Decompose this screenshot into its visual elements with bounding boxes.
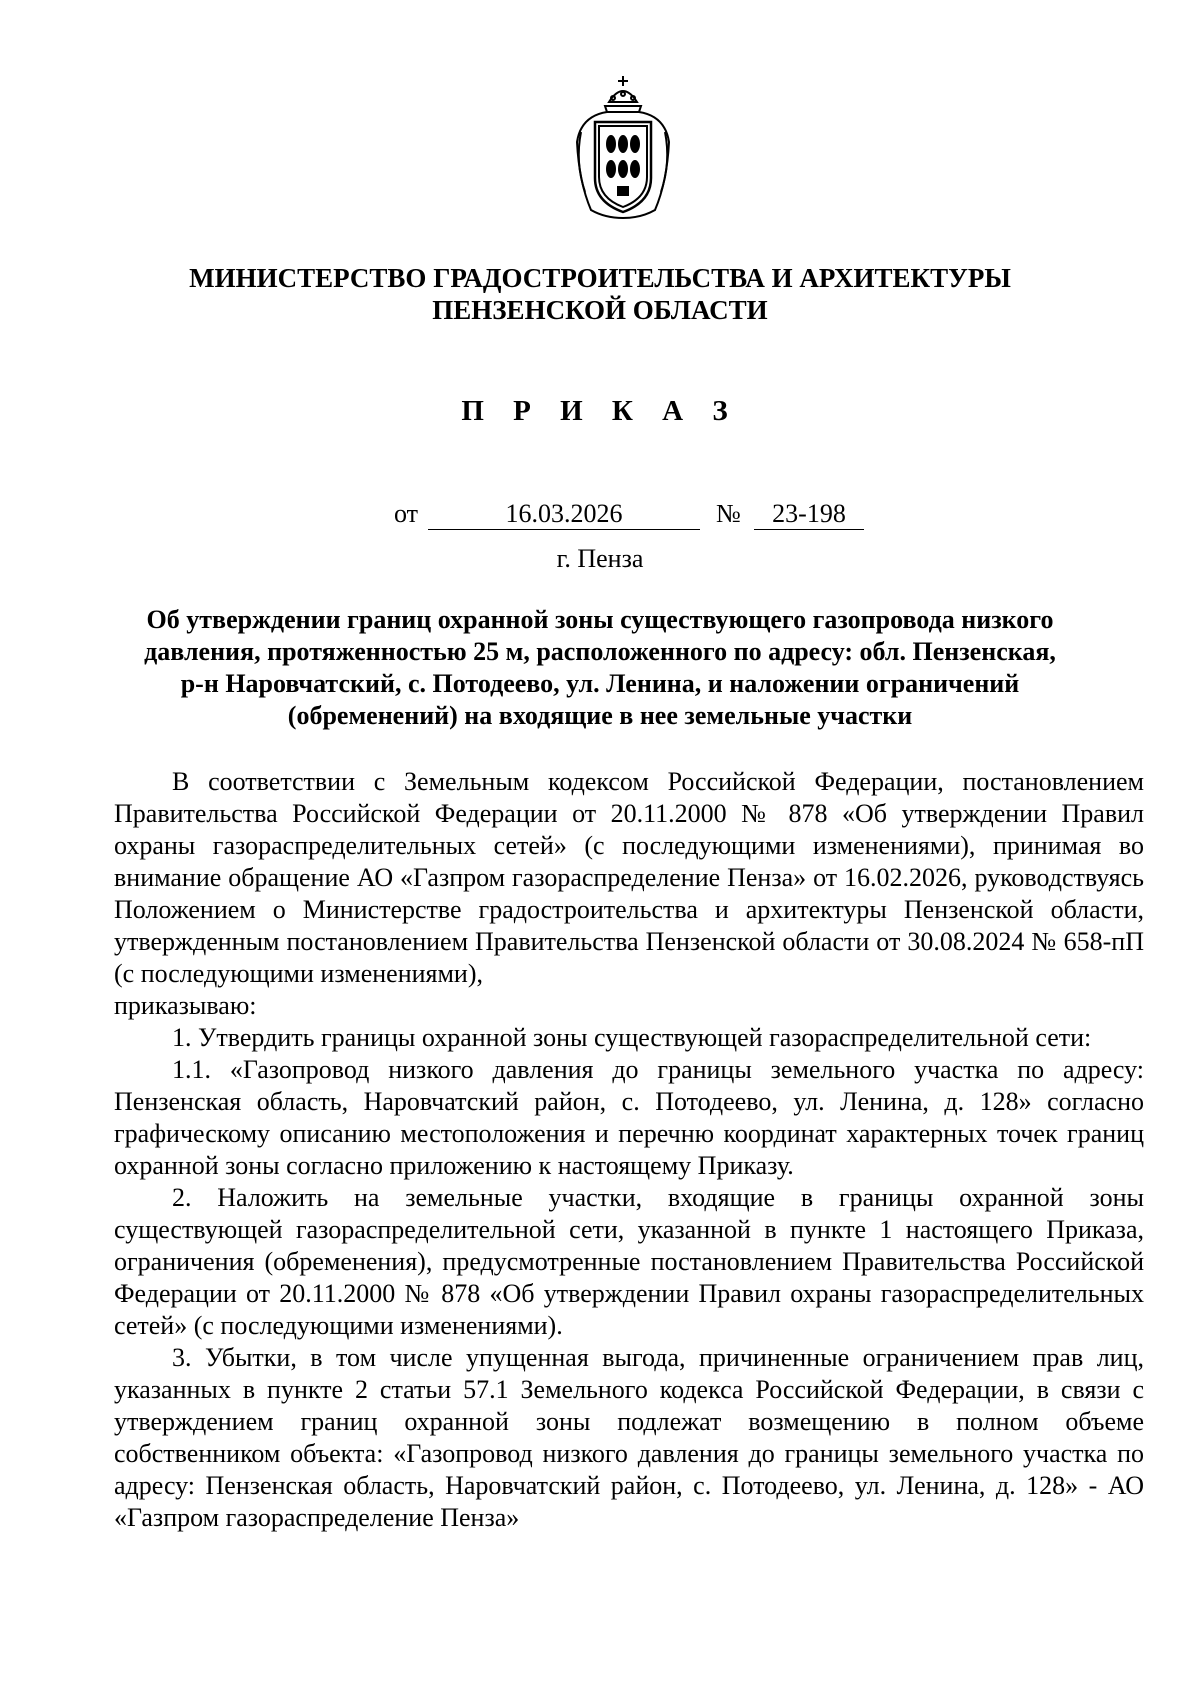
document-type: П Р И К А З [461,395,739,427]
ministry-name [100,262,1100,326]
item-1: 1. Утвердить границы охранной зоны существующей газораспределительной сети: [172,1023,1092,1052]
city: г. Пенза [556,544,644,573]
document-number: 23-198 [754,499,864,530]
document-date: 16.03.2026 [428,499,700,530]
date-number-line [394,499,864,535]
number-prefix: № [716,499,741,528]
ministry-line-2: ПЕНЗЕНСКОЙ ОБЛАСТИ [432,295,768,325]
order-word: приказываю: [114,991,257,1020]
coat-of-arms-icon [571,72,675,222]
document-title: Об утверждении границ охранной зоны существующего газопровода низкого давления, протяженностью 25 м, расположенного по адресу: обл. Пензенская, р-н Наровчатский, с. Потодеево, ул. Ленина, и наложении ограничений (обременений) на входящие в нее земельные участки [144,605,1056,730]
preamble-paragraph: В соответствии с Земельным кодексом Российской Федерации, постановлением Правительства Российской Федерации от 20.11.2000 № 878 «Об утверждении Правил охраны газораспределительных сетей» (с последующими изменениями), принимая во внимание обращение АО «Газпром газораспределение Пенза» от 16.02.2026, руководствуясь Положением о Министерстве градостроительства и архитектуры Пензенской области, утвержденным постановлением Правительства Пензенской области от 30.08.2024 № 658-пП (с последующими изменениями), [114,767,1144,988]
item-3: 3. Убытки, в том числе упущенная выгода, причиненные ограничением прав лиц, указанных в пункте 2 статьи 57.1 Земельного кодекса Российской Федерации, в связи с утверждением границ охранной зоны подлежат возмещению в полном объеме собственником объекта: «Газопровод низкого давления до границы земельного участка по адресу: Пензенская область, Наровчатский район, с. Потодеево, ул. Ленина, д. 128» - АО «Газпром газораспределение Пенза» [114,1343,1144,1532]
date-prefix: от [394,499,419,528]
ministry-line-1: МИНИСТЕРСТВО ГРАДОСТРОИТЕЛЬСТВА И АРХИТЕКТУРЫ [189,263,1011,293]
item-2: 2. Наложить на земельные участки, входящие в границы охранной зоны существующей газораспределительной сети, указанной в пункте 1 настоящего Приказа, ограничения (обременения), предусмотренные постановлением Правительства Российской Федерации от 20.11.2000 № 878 «Об утверждении Правил охраны газораспределительных сетей» (с последующими изменениями). [114,1183,1144,1340]
document-body [114,766,1144,1534]
item-1-1: 1.1. «Газопровод низкого давления до границы земельного участка по адресу: Пензенская область, Наровчатский район, с. Потодеево, ул. Ленина, д. 128» согласно графическому описанию местоположения и перечню координат характерных точек границ охранной зоны согласно приложению к настоящему Приказу. [114,1055,1144,1180]
